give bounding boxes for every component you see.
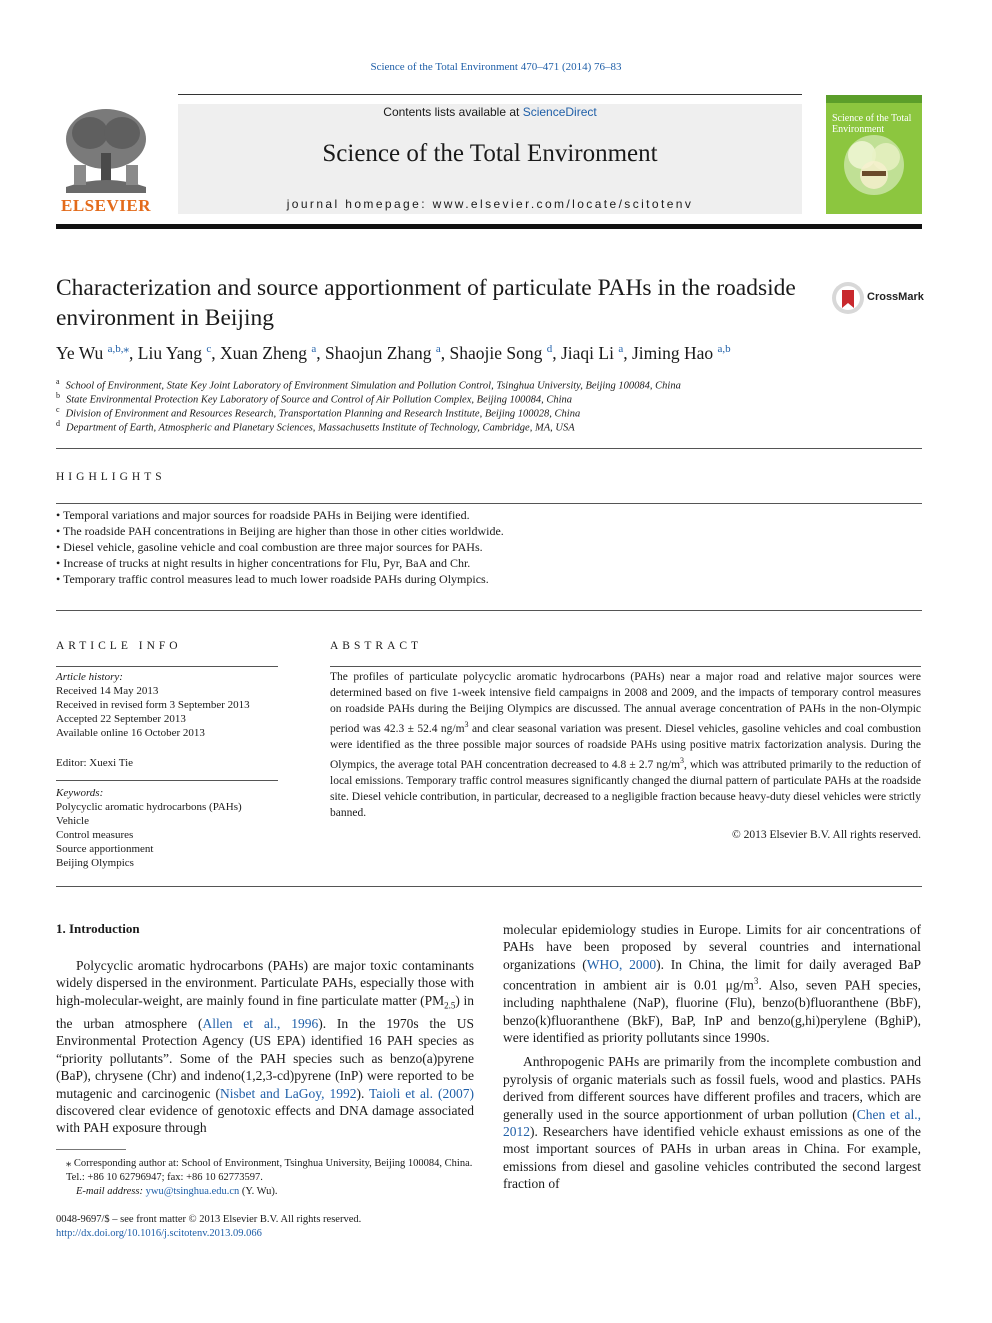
copyright: © 2013 Elsevier B.V. All rights reserved. <box>732 829 921 841</box>
citation-link[interactable]: WHO, 2000 <box>586 956 657 972</box>
elsevier-wordmark: ELSEVIER <box>61 196 151 215</box>
author[interactable]: Shaojie Song $^d$ <box>449 342 553 363</box>
author-list: Ye Wu $^{a,b,⁎}$, Liu Yang $^c$, Xuan Zheng $^a$, Shaojun Zhang $^a$, Shaojie Song $^d$, Jiaqi Li $^a$, Jiming Hao $^{a,b}$ <box>56 342 731 363</box>
author[interactable]: Shaojun Zhang $^a$ <box>325 342 441 363</box>
citation-link[interactable]: Chen et al., 2012 <box>503 1106 922 1139</box>
author[interactable]: Jiaqi Li $^a$ <box>560 342 624 363</box>
abstract-text: The profiles of particulate polycyclic aromatic hydrocarbons (PAHs) near a major road and relative major sources were determined based on five 1-week intensive field campaigns in 2008 and 2009, and the impacts of temporary control measures on roadside PAHs during the Beijing Olympics are discussed. The annual average concentration of PAHs in the non-Olympic period was 42.3 ± 52.4 $ng/m^3$ and clear seasonal variation was present. Diesel vehicles, gasoline vehicles and coal combustion were identified as the three possible major sources of roadside PAHs using positive matrix factorization analysis. During the Olympics, the average total PAH concentration decreased to 4.8 ± 2.7 $ng/m^3$, which was attributed primarily to the reduction of local emissions. Temporary traffic control measures significantly changed the diurnal pattern of particulate PAHs at the roadside site. Diesel vehicle contribution, in particular, decreased to a negligible fraction because heavy-duty diesel vehicles were strictly banned. <box>330 671 921 819</box>
divider <box>56 666 278 667</box>
highlight-item: • Diesel vehicle, gasoline vehicle and coal combustion are three major sources for PAHs. <box>56 540 483 554</box>
affiliation: $^c$ Division of Environment and Resources Research, Transportation Planning and Research Institute, Beijing 100028, China <box>56 405 581 420</box>
left-column-text: Polycyclic aromatic hydrocarbons (PAHs) are major toxic contaminants widely dispersed in the environment. Particulate PAHs, especially those with high-molecular-weight, are mainly found in fine particulate matter $(PM_{2.5})$ in the urban atmosphere (Allen et al., 1996). In the 1970s the US Environmental Protection Agency (US EPA) identified 16 PAH species as “priority pollutants”. Some of the PAH species such as benzo(a)pyrene (BaP), chrysene (Chr) and indeno(1,2,3-cd)pyrene (InP) were reported to be mutagenic and carcinogenic (Nisbet and LaGoy, 1992). Taioli et al. (2007) discovered clear evidence of genotoxic effects and DNA damage associated with PAH exposure through <box>56 958 474 1136</box>
header-thick-rule <box>56 224 922 229</box>
corresponding-author-note: ⁎ Corresponding author at: School of Environment, Tsinghua University, Beijing 100084, China. Tel.: +86 10 62796947; fax: +86 10 62773597. <box>66 1158 473 1183</box>
journal-homepage[interactable]: journal homepage: www.elsevier.com/locate/scitotenv <box>286 197 694 211</box>
crossmark-icon[interactable] <box>831 281 865 315</box>
journal-reference[interactable]: Science of the Total Environment 470–471 (2014) 76–83 <box>370 61 622 73</box>
divider <box>56 886 922 887</box>
article-info-heading: ARTICLE INFO <box>56 640 182 652</box>
right-column-text: molecular epidemiology studies in Europe. Limits for air concentrations of PAHs have been proposed by several countries and international organizations (WHO, 2000). In China, the limit for daily averaged BaP concentration in ambient air is 0.01 $\mu g/m^3$. Also, seven PAH species, including naphthalene (NaP), fluorine (Flu), benzo(b)fluoranthene (BbF), benzo(k)fluoranthene (BkF), BaP, InP and benzo(g,hi)perylene (BghiP), were identified as priority pollutants since 1990s. Anthropogenic PAHs are primarily from the incomplete combustion and pyrolysis of organic materials such as fossil fuels, wood and plastics. PAHs derived from different sources have different profiles and tracers, which are generally used in the source apportionment of urban pollution (Chen et al., 2012). Researchers have identified vehicle exhaust emissions as one of the most important sources of PAHs in urban areas in China. For example, emissions from diesel and gasoline vehicles contributed the second largest fraction of <box>503 922 922 1192</box>
citation-link[interactable]: Nisbet and LaGoy, 1992 <box>219 1085 357 1101</box>
editor: Editor: Xuexi Tie <box>56 757 134 769</box>
issn-line: 0048-9697/$ – see front matter © 2013 Elsevier B.V. All rights reserved. <box>56 1214 362 1225</box>
email-note: E-mail address: ywu@tsinghua.edu.cn (Y. Wu). <box>76 1186 278 1197</box>
divider <box>330 666 921 667</box>
crossmark-label[interactable]: CrossMark <box>867 291 924 303</box>
divider <box>56 610 922 611</box>
highlight-item: • The roadside PAH concentrations in Beijing are higher than those in other cities worldwide. <box>56 524 504 538</box>
affiliation: $^d$ Department of Earth, Atmospheric and Planetary Sciences, Massachusetts Institute of Technology, Cambridge, MA, USA <box>56 419 575 434</box>
highlight-item: • Temporary traffic control measures lead to much lower roadside PAHs during Olympics. <box>56 572 489 586</box>
footnote-divider <box>56 1149 126 1150</box>
citation-link[interactable]: Taioli et al. (2007) <box>369 1085 474 1101</box>
keywords: Keywords: Polycyclic aromatic hydrocarbons (PAHs) Vehicle Control measures Source apportionment Beijing Olympics <box>56 787 242 869</box>
doi-link[interactable]: http://dx.doi.org/10.1016/j.scitotenv.2013.09.066 <box>56 1228 262 1239</box>
highlight-item: • Temporal variations and major sources for roadside PAHs in Beijing were identified. <box>56 508 470 522</box>
affiliation: $^b$ State Environmental Protection Key Laboratory of Source and Control of Air Pollution Complex, Beijing 100084, China <box>56 391 572 406</box>
highlights-heading: HIGHLIGHTS <box>56 471 166 483</box>
divider <box>56 780 278 781</box>
divider <box>56 448 922 449</box>
sciencedirect-link[interactable]: ScienceDirect <box>522 105 597 119</box>
email-link[interactable]: ywu@tsinghua.edu.cn <box>145 1186 240 1197</box>
citation-link[interactable]: Allen et al., 1996 <box>202 1015 319 1031</box>
header-divider <box>178 94 802 95</box>
contents-line: Contents lists available at ScienceDirect <box>383 105 597 119</box>
divider <box>56 503 922 504</box>
author[interactable]: Xuan Zheng $^a$ <box>220 342 317 363</box>
highlight-item: • Increase of trucks at night results in higher concentrations for Flu, Pyr, BaA and Chr. <box>56 556 471 570</box>
author[interactable]: Liu Yang $^c$ <box>137 342 212 363</box>
article-history: Article history: Received 14 May 2013 Received in revised form 3 September 2013 Accepted 22 September 2013 Available online 16 October 2013 <box>56 671 250 739</box>
section-heading: 1. Introduction <box>56 921 140 936</box>
cover-title: Science of the Total Environment <box>832 113 912 135</box>
affiliation: $^a$ School of Environment, State Key Joint Laboratory of Environment Simulation and Pollution Control, Tsinghua University, Beijing 100084, China <box>56 377 681 392</box>
article-title: Characterization and source apportionment of particulate PAHs in the roadside environment in Beijing <box>56 275 796 331</box>
abstract-heading: ABSTRACT <box>330 640 423 652</box>
journal-title: Science of the Total Environment <box>322 140 658 167</box>
author[interactable]: Ye Wu $^{a,b,⁎}$ <box>56 342 130 363</box>
author[interactable]: Jiming Hao $^{a,b}$ <box>631 342 731 363</box>
